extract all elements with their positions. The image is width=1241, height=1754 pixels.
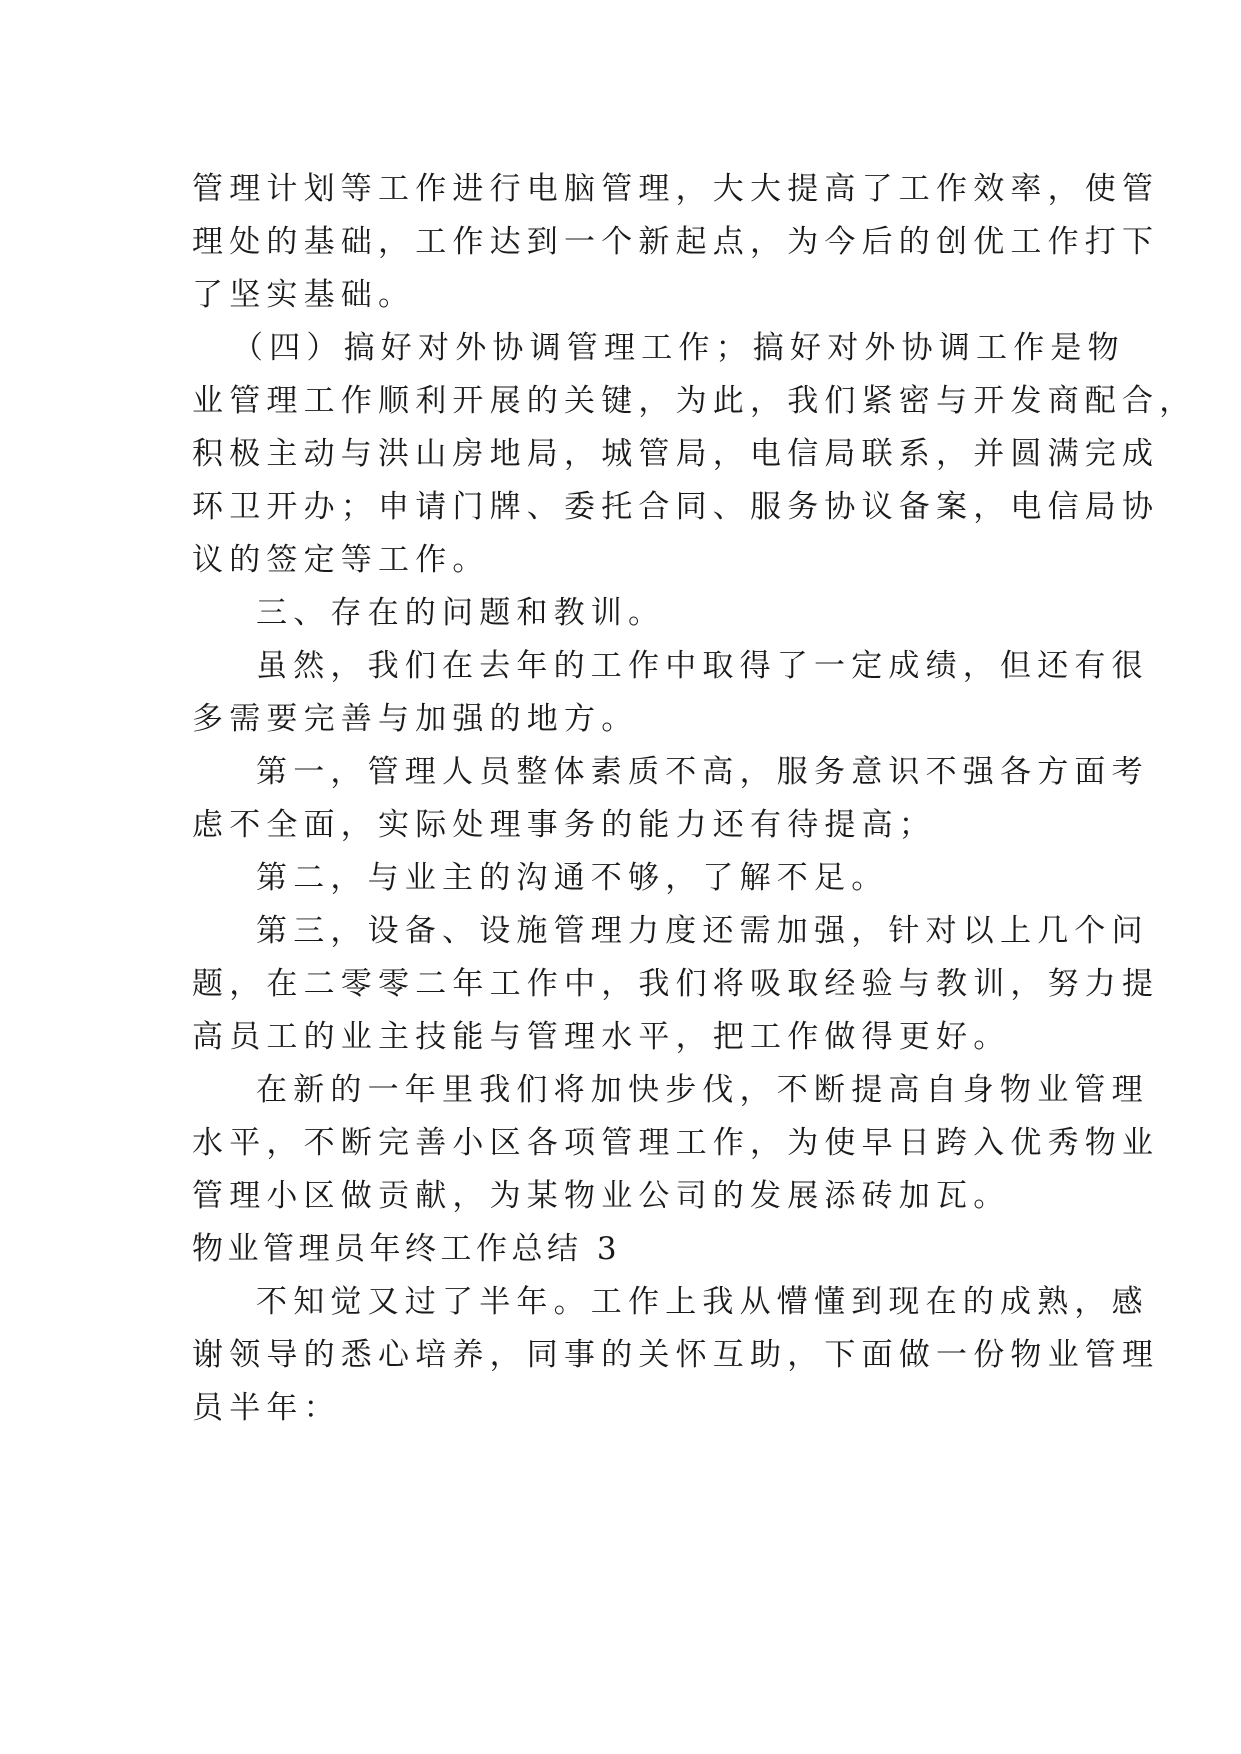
document-title: 物业管理员年终工作总结 3 bbox=[192, 1231, 622, 1267]
paragraph-line: 理处的基础，工作达到一个新起点，为今后的创优工作打下 bbox=[192, 224, 1160, 260]
paragraph-line: 题，在二零零二年工作中，我们将吸取经验与教训，努力提 bbox=[192, 966, 1160, 1002]
paragraph-line: 在新的一年里我们将加快步伐，不断提高自身物业管理 bbox=[256, 1072, 1149, 1108]
paragraph-line: 水平，不断完善小区各项管理工作，为使早日跨入优秀物业 bbox=[192, 1125, 1160, 1161]
paragraph-line: 第二，与业主的沟通不够，了解不足。 bbox=[256, 860, 889, 896]
paragraph-line: 高员工的业主技能与管理水平，把工作做得更好。 bbox=[192, 1019, 1011, 1055]
paragraph-line: 管理小区做贡献，为某物业公司的发展添砖加瓦。 bbox=[192, 1178, 1011, 1214]
paragraph-line: 议的签定等工作。 bbox=[192, 542, 490, 578]
paragraph-line: 了坚实基础。 bbox=[192, 277, 416, 313]
paragraph-line: 管理计划等工作进行电脑管理，大大提高了工作效率，使管 bbox=[192, 171, 1160, 207]
paragraph-line: （四）搞好对外协调管理工作；搞好对外协调工作是物 bbox=[232, 330, 1125, 366]
paragraph-line: 环卫开办；申请门牌、委托合同、服务协议备案，电信局协 bbox=[192, 489, 1160, 525]
paragraph-line: 谢领导的悉心培养，同事的关怀互助，下面做一份物业管理 bbox=[192, 1337, 1160, 1373]
paragraph-line: 虑不全面，实际处理事务的能力还有待提高； bbox=[192, 807, 936, 843]
paragraph-line: 第一，管理人员整体素质不高，服务意识不强各方面考 bbox=[256, 754, 1149, 790]
section-heading: 三、存在的问题和教训。 bbox=[256, 595, 666, 631]
paragraph-line: 积极主动与洪山房地局，城管局，电信局联系，并圆满完成 bbox=[192, 436, 1160, 472]
paragraph-line: 业管理工作顺利开展的关键，为此，我们紧密与开发商配合， bbox=[192, 383, 1197, 419]
paragraph-line: 第三，设备、设施管理力度还需加强，针对以上几个问 bbox=[256, 913, 1149, 949]
paragraph-line: 不知觉又过了半年。工作上我从懵懂到现在的成熟，感 bbox=[256, 1284, 1149, 1320]
paragraph-line: 员半年： bbox=[192, 1390, 341, 1426]
paragraph-line: 虽然，我们在去年的工作中取得了一定成绩，但还有很 bbox=[256, 648, 1149, 684]
paragraph-line: 多需要完善与加强的地方。 bbox=[192, 701, 639, 737]
